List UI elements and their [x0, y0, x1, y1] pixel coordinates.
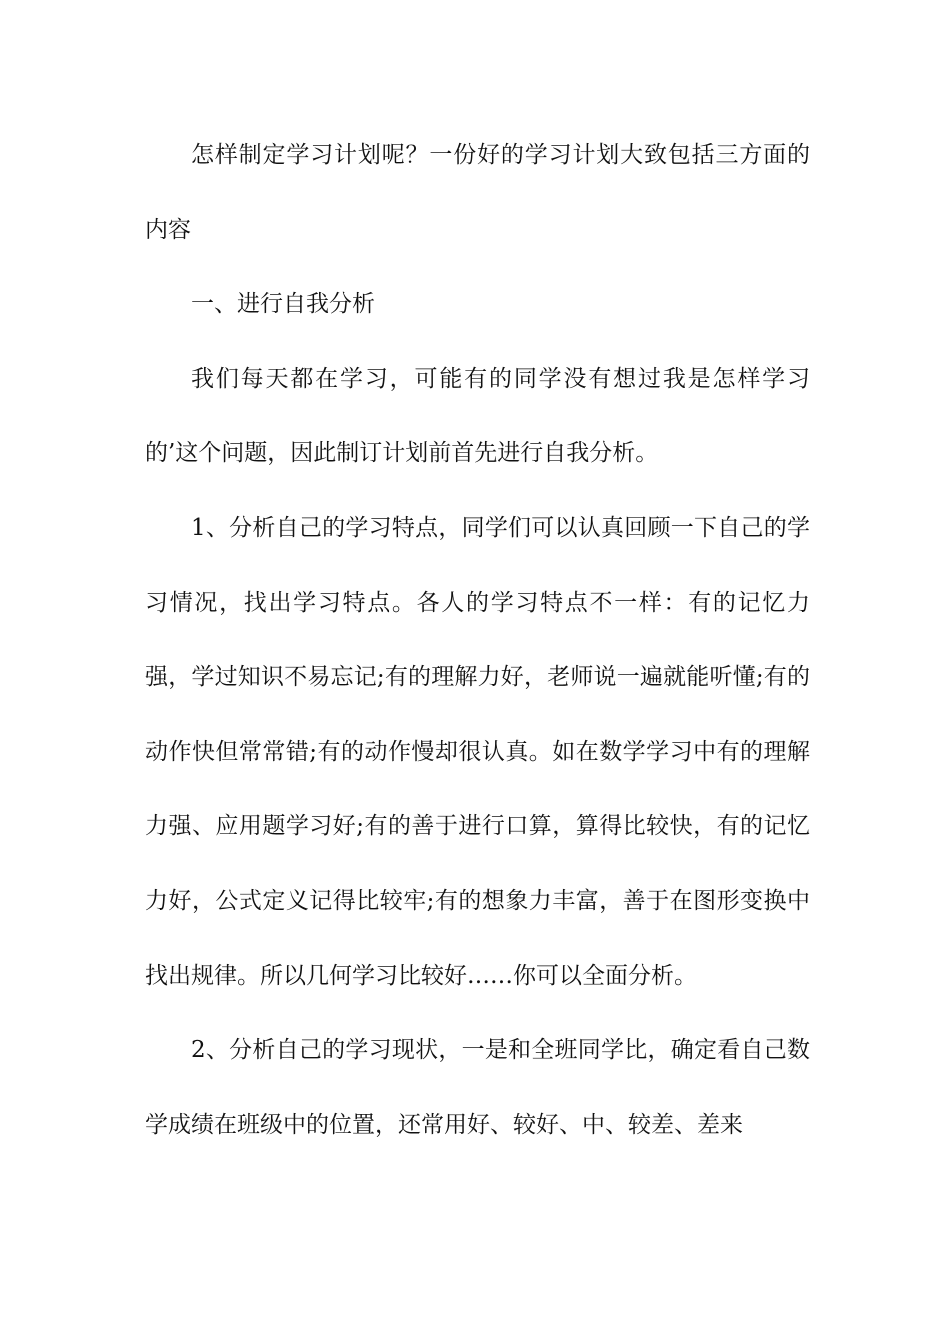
paragraph-learning-status: 2、分析自己的学习现状，一是和全班同学比，确定看自己数学成绩在班级中的位置，还常用好、较好、中、较差、差来: [145, 1037, 810, 1138]
paragraph-learning-traits: 1、分析自己的学习特点，同学们可以认真回顾一下自己的学习情况，找出学习特点。各人的学习特点不一样：有的记忆力强，学过知识不易忘记;有的理解力好，老师说一遍就能听懂;有的动作快但常常错;有的动作慢却很认真。如在数学学习中有的理解力强、应用题学习好;有的善于进行口算，算得比较快，有的记忆力好，公式定义记得比较牢;有的想象力丰富，善于在图形变换中找出规律。所以几何学习比较好……你可以全面分析。: [145, 514, 810, 989]
paragraph-self-analysis: 我们每天都在学习，可能有的同学没有想过我是怎样学习的’这个问题，因此制订计划前首先进行自我分析。: [145, 365, 810, 467]
section-heading-self-analysis: 一、进行自我分析: [191, 291, 375, 318]
document-body: [145, 118, 810, 1162]
paragraph-intro: 怎样制定学习计划呢？一份好的学习计划大致包括三方面的内容: [145, 142, 810, 243]
